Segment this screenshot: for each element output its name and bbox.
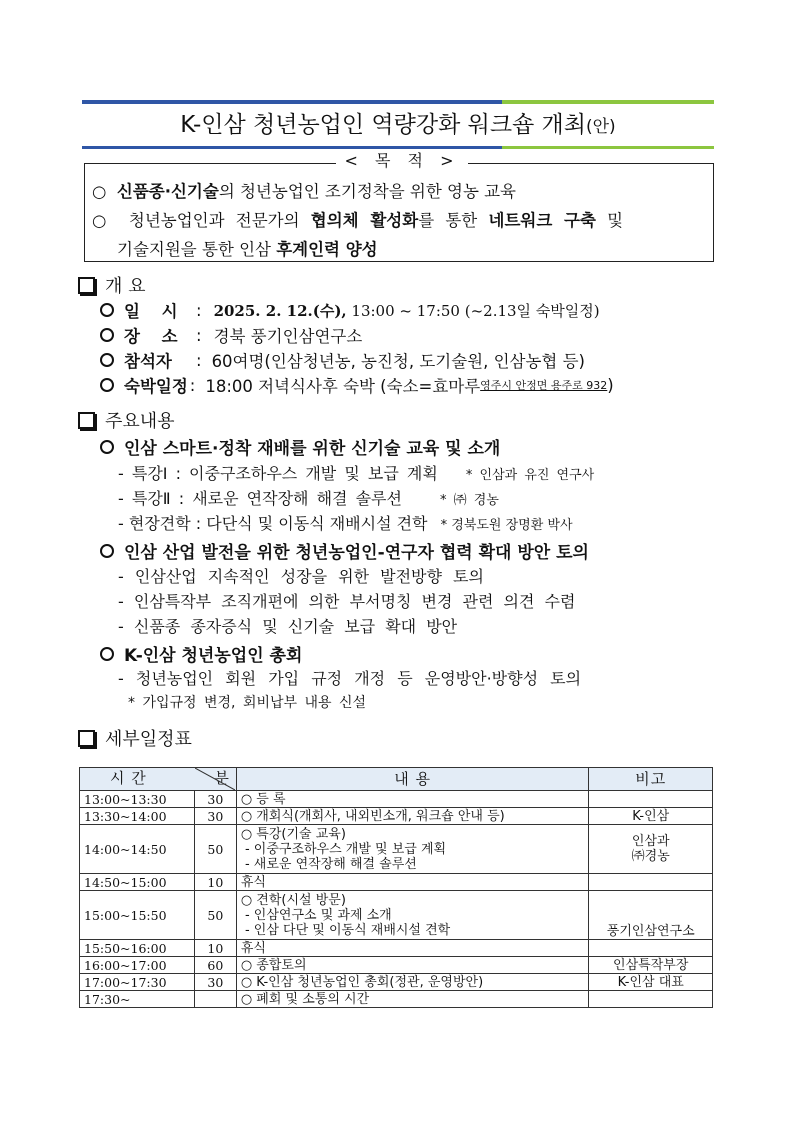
table-row (80, 874, 713, 891)
overview-value-bold: 2025. 2. 12.(수), (213, 301, 347, 320)
purpose-text-2d: 기술지원을 통한 인삼 (117, 240, 277, 259)
circle-bullet-icon: ○ (92, 211, 107, 230)
overview-label: 숙박일정 (124, 377, 188, 396)
cell-min: 30 (194, 974, 236, 991)
square-bullet-icon (78, 730, 95, 747)
cell-time: 17:30~ (80, 991, 195, 1008)
table-row (80, 940, 713, 957)
sub-text: - 신품종 종자증식 및 신기술 보급 확대 방안 (118, 617, 458, 636)
section-overview (78, 272, 146, 298)
overview-sep: : (196, 300, 202, 320)
purpose-text-2c: 및 (595, 211, 624, 230)
overview-label: 장 소 (124, 327, 186, 346)
cell-note: 풍기인삼연구소 (589, 891, 713, 940)
content-line: ○ 폐회 및 소통의 시간 (240, 991, 370, 1007)
purpose-item-1 (92, 178, 516, 202)
cell-time: 14:50~15:00 (80, 874, 195, 891)
overview-row-date (100, 298, 600, 322)
overview-sep: : (189, 375, 196, 395)
title-suffix: (안) (586, 117, 616, 137)
header-note: 비고 (589, 768, 713, 791)
overview-close-paren: ) (607, 375, 614, 395)
cell-min: 30 (194, 808, 236, 825)
header-time: 시 간 (110, 769, 147, 787)
topic-2-title (100, 538, 589, 563)
overview-row-lodging (100, 373, 614, 397)
purpose-bold-2b: 네트워크 구축 (488, 211, 596, 230)
cell-note (589, 874, 713, 891)
purpose-bold-2a: 협의체 활성화 (310, 211, 419, 230)
cell-content (236, 940, 589, 957)
content-line: - 새로운 연작장해 해결 솔루션 (240, 856, 417, 872)
content-line: - 이중구조하우스 개발 및 보급 계획 (240, 841, 447, 857)
sub-text: - 인삼특작부 조직개편에 의한 부서명칭 변경 관련 의견 수렴 (118, 592, 576, 611)
content-line: - 인삼연구소 및 과제 소개 (240, 907, 392, 923)
topic-3-sub-2 (128, 692, 366, 712)
overview-value: 13:00 ~ 17:50 (~2.13일 숙박일정) (346, 301, 600, 320)
cell-min: 10 (194, 874, 236, 891)
square-bullet-icon (78, 277, 95, 294)
sub-text: * 가입규정 변경, 회비납부 내용 신설 (128, 695, 367, 711)
cell-note: K-인삼 (589, 808, 713, 825)
cell-note: 인삼특작부장 (589, 957, 713, 974)
content-line: 휴식 (240, 874, 266, 890)
content-line: ○ K-인삼 청년농업인 총회(정관, 운영방안) (240, 974, 484, 990)
header-content: 내 용 (236, 768, 589, 791)
cell-time: 16:00~17:00 (80, 957, 195, 974)
content-line: ○ 종합토의 (240, 957, 307, 973)
table-header-row (80, 768, 713, 791)
table-row (80, 825, 713, 874)
circle-bullet-icon (100, 440, 114, 454)
purpose-item-2-line2 (117, 236, 378, 260)
overview-row-attendees (100, 348, 585, 372)
cell-note (589, 940, 713, 957)
cell-content (236, 825, 589, 874)
sub-note: * 경북도원 장명환 박사 (440, 518, 573, 533)
cell-time: 13:00~13:30 (80, 791, 195, 808)
cell-time: 14:00~14:50 (80, 825, 195, 874)
title-bar-bottom-blue (82, 146, 502, 149)
topic-title-text: K-인삼 청년농업인 총회 (124, 646, 303, 666)
title-bar-bottom-green (502, 146, 714, 149)
topic-1-sub-2 (118, 486, 499, 509)
sub-note: * 인삼과 유진 연구사 (465, 468, 595, 483)
cell-content (236, 874, 589, 891)
table-row (80, 791, 713, 808)
cell-time: 15:50~16:00 (80, 940, 195, 957)
cell-content (236, 791, 589, 808)
purpose-header: < 목 적 > (336, 150, 468, 172)
purpose-text-2b: 를 통한 (418, 211, 489, 230)
overview-sep: : (196, 350, 202, 370)
schedule-table (79, 767, 713, 1008)
circle-bullet-icon (100, 353, 114, 367)
circle-bullet-icon (100, 647, 114, 661)
topic-2-sub-1 (118, 564, 484, 587)
cell-min: 50 (194, 825, 236, 874)
topic-1-sub-3 (118, 511, 573, 534)
cell-time: 13:30~14:00 (80, 808, 195, 825)
overview-label: 일 시 (124, 302, 186, 321)
topic-3-title (100, 641, 302, 666)
section-heading: 개 요 (105, 276, 146, 297)
table-row (80, 891, 713, 940)
cell-min (194, 991, 236, 1008)
topic-3-sub-1 (118, 666, 581, 689)
cell-content (236, 891, 589, 940)
sub-note: * ㈜ 경농 (440, 493, 499, 508)
cell-min: 10 (194, 940, 236, 957)
cell-note (589, 791, 713, 808)
cell-time: 15:00~15:50 (80, 891, 195, 940)
title-text: K-인삼 청년농업인 역량강화 워크숍 개최 (180, 112, 586, 138)
section-heading: 주요내용 (105, 411, 175, 432)
topic-1-sub-1 (118, 461, 594, 484)
cell-content (236, 808, 589, 825)
purpose-item-2 (92, 207, 710, 231)
topic-title-text: 인삼 스마트·정착 재배를 위한 신기술 교육 및 소개 (124, 439, 501, 459)
sub-text: - 인삼산업 지속적인 성장을 위한 발전방향 토의 (118, 567, 484, 586)
content-line: 휴식 (240, 940, 266, 956)
sub-text: - 특강Ⅰ : 이중구조하우스 개발 및 보급 계획 (118, 464, 438, 483)
square-bullet-icon (78, 412, 95, 429)
section-main-content (78, 407, 175, 433)
sub-text: - 청년농업인 회원 가입 규정 개정 등 운영방안·방향성 토의 (118, 669, 582, 688)
page-title (82, 104, 714, 146)
purpose-bold-2c: 후계인력 양성 (276, 240, 378, 259)
topic-2-sub-3 (118, 614, 457, 637)
circle-bullet-icon: ○ (92, 182, 107, 201)
circle-bullet-icon (100, 303, 114, 317)
overview-value: 60여명(인삼청년농, 농진청, 도기술원, 인삼농협 등) (211, 352, 585, 371)
header-min: 분 (214, 769, 230, 787)
content-line: ○ 견학(시설 방문) (240, 892, 346, 908)
header-time-min (80, 768, 237, 791)
cell-content (236, 974, 589, 991)
cell-note (589, 991, 713, 1008)
cell-content (236, 991, 589, 1008)
table-row (80, 974, 713, 991)
section-heading: 세부일정표 (105, 729, 192, 750)
cell-content (236, 957, 589, 974)
circle-bullet-icon (100, 544, 114, 558)
table-row (80, 957, 713, 974)
content-line: ○ 특강(기술 교육) (240, 826, 346, 842)
topic-2-sub-2 (118, 589, 575, 612)
sub-text: - 특강Ⅱ : 새로운 연작장해 해결 솔루션 (118, 489, 402, 508)
content-line: - 인삼 다단 및 이동식 재배시설 견학 (240, 922, 451, 938)
section-schedule (78, 725, 192, 751)
sub-text: - 현장견학 : 다단식 및 이동식 재배시설 견학 (118, 514, 428, 533)
cell-time: 17:00~17:30 (80, 974, 195, 991)
purpose-bold-1: 신품종·신기술 (116, 182, 219, 201)
overview-value: 18:00 저녁식사후 숙박 (숙소=효마루 (205, 377, 481, 396)
cell-note: 인삼과 ㈜경농 (589, 825, 713, 874)
circle-bullet-icon (100, 378, 114, 392)
content-line: ○ 개회식(개회사, 내외빈소개, 워크숍 안내 등) (240, 808, 505, 824)
table-row (80, 808, 713, 825)
overview-sep: : (196, 325, 202, 345)
purpose-text-1: 의 청년농업인 조기정착을 위한 영농 교육 (218, 182, 516, 201)
purpose-text-2a: 청년농업인과 전문가의 (128, 211, 311, 230)
topic-title-text: 인삼 산업 발전을 위한 청년농업인-연구자 협력 확대 방안 토의 (124, 543, 589, 563)
overview-value: 경북 풍기인삼연구소 (213, 327, 363, 346)
cell-min: 30 (194, 791, 236, 808)
overview-address: 영주시 안정면 용주로 932 (480, 379, 608, 392)
content-line: ○ 등 록 (240, 791, 286, 807)
cell-min: 60 (194, 957, 236, 974)
overview-row-place (100, 323, 362, 347)
diagonal-line (195, 768, 235, 790)
cell-min: 50 (194, 891, 236, 940)
circle-bullet-icon (100, 328, 114, 342)
overview-label: 참석자 (124, 352, 172, 371)
table-row (80, 991, 713, 1008)
topic-1-title (100, 434, 500, 459)
cell-note: K-인삼 대표 (589, 974, 713, 991)
